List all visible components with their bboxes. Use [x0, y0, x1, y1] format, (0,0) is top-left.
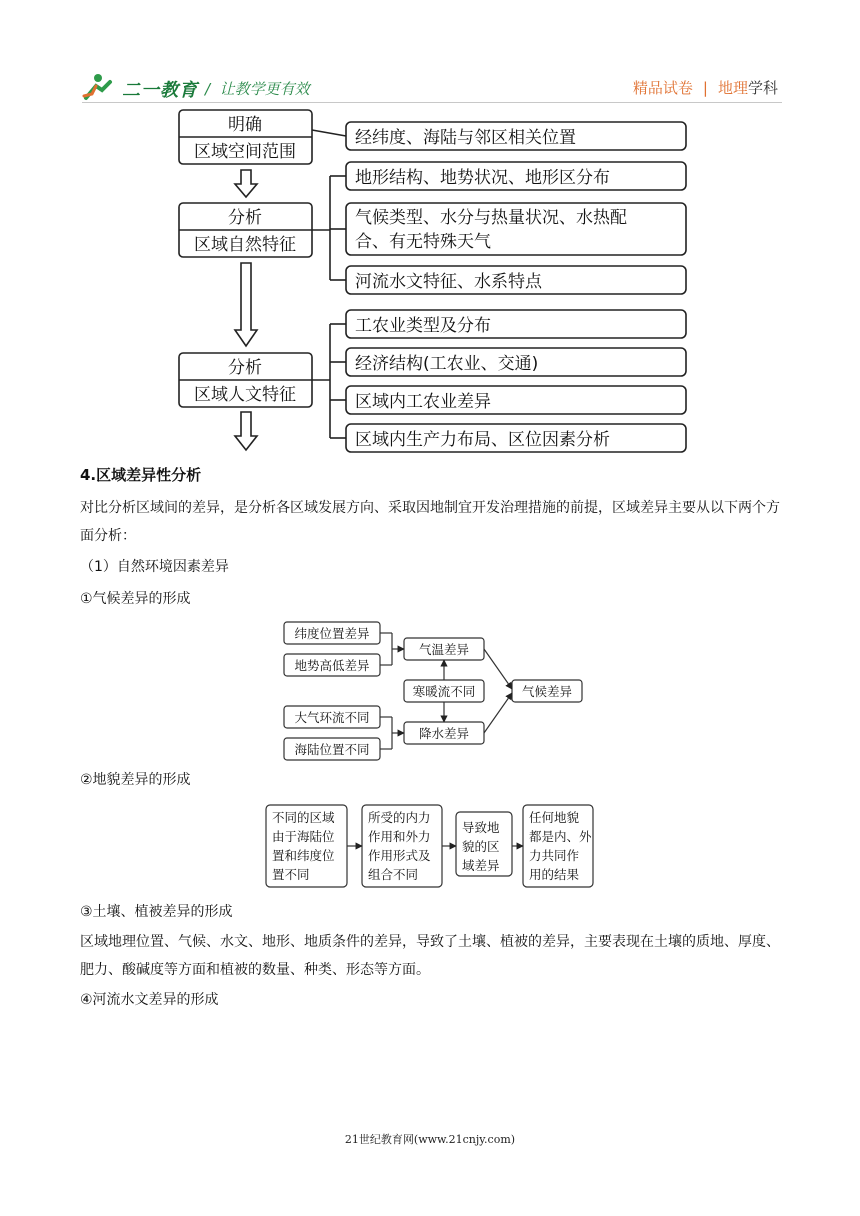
item-landform: ②地貌差异的形成: [80, 772, 191, 788]
lf-b1-l4: 置不同: [272, 867, 310, 882]
climate-input-sea-land: 海陆位置不同: [294, 742, 370, 757]
climate-rain: 降水差异: [418, 726, 470, 741]
climate-input-latitude: 纬度位置差异: [294, 626, 370, 641]
lf-b2-l3: 作用形式及: [368, 848, 431, 863]
subject-label: 精品试卷 | 地理学科: [632, 79, 778, 97]
right-box-3-line2: 合、有无特殊天气: [355, 232, 491, 252]
soil-paragraph: 区域地理位置、气候、水文、地形、地质条件的差异，导致了土壤、植被的差异，主要表现在土壤的质地、厚度、肥力、酸碱度等方面和植被的数量、种类、形态等方面。: [80, 934, 780, 978]
lf-b4-l1: 任何地貌: [529, 810, 580, 825]
climate-result: 气候差异: [521, 684, 573, 699]
lf-b3-l2: 貌的区: [462, 839, 500, 854]
left-box-3-line1: 分析: [228, 358, 262, 378]
right-box-1: 经纬度、海陆与邻区相关位置: [355, 128, 576, 148]
subheading-natural: （1）自然环境因素差异: [80, 559, 229, 575]
lf-b4-l4: 用的结果: [529, 867, 580, 882]
lf-b3-l1: 导致地: [462, 820, 500, 835]
footer-source: 21世纪教育网(www.21cnjy.com): [344, 1133, 516, 1146]
item-hydrology: ④河流水文差异的形成: [80, 992, 219, 1008]
climate-difference-diagram: [0, 600, 860, 770]
right-box-8: 区域内生产力布局、区位因素分析: [355, 430, 610, 450]
right-box-3-line1: 气候类型、水分与热量状况、水热配: [355, 208, 627, 228]
lf-b3-l3: 域差异: [462, 858, 500, 873]
lf-b2-l1: 所受的内力: [368, 810, 431, 825]
lf-b4-l3: 力共同作: [529, 848, 580, 863]
left-box-1-line1: 明确: [228, 115, 262, 135]
climate-current: 寒暖流不同: [412, 684, 476, 699]
climate-input-circulation: 大气环流不同: [294, 710, 370, 725]
right-box-5: 工农业类型及分布: [355, 316, 491, 336]
climate-temp: 气温差异: [418, 642, 470, 657]
logo-text: 二一教育: [122, 80, 198, 101]
item-soil: ③土壤、植被差异的形成: [80, 904, 233, 920]
left-box-1-line2: 区域空间范围: [194, 142, 296, 162]
lf-b1-l3: 置和纬度位: [272, 848, 335, 863]
left-box-3-line2: 区域人文特征: [194, 385, 296, 405]
left-box-2-line1: 分析: [228, 208, 262, 228]
item-climate: ①气候差异的形成: [80, 591, 191, 607]
lf-b1-l1: 不同的区域: [272, 810, 335, 825]
lf-b4-l2: 都是内、外: [529, 829, 592, 844]
landform-difference-diagram: [0, 795, 860, 895]
left-box-2-line2: 区域自然特征: [194, 235, 296, 255]
slogan: / 让教学更有效: [205, 80, 310, 98]
climate-input-elevation: 地势高低差异: [294, 658, 370, 673]
region-analysis-flowchart: [0, 0, 860, 460]
lf-b2-l4: 组合不同: [368, 867, 419, 882]
right-box-2: 地形结构、地势状况、地形区分布: [355, 168, 610, 188]
lf-b2-l2: 作用和外力: [368, 829, 431, 844]
lf-b1-l2: 由于海陆位: [272, 829, 335, 844]
right-box-4: 河流水文特征、水系特点: [355, 272, 542, 292]
section-heading: 4.区域差异性分析: [80, 466, 202, 484]
right-box-6: 经济结构(工农业、交通): [355, 354, 539, 374]
right-box-7: 区域内工农业差异: [355, 392, 491, 412]
intro-paragraph: 对比分析区域间的差异，是分析各区域发展方向、采取因地制宜开发治理措施的前提，区域差异主要从以下两个方面分析：: [80, 500, 780, 544]
